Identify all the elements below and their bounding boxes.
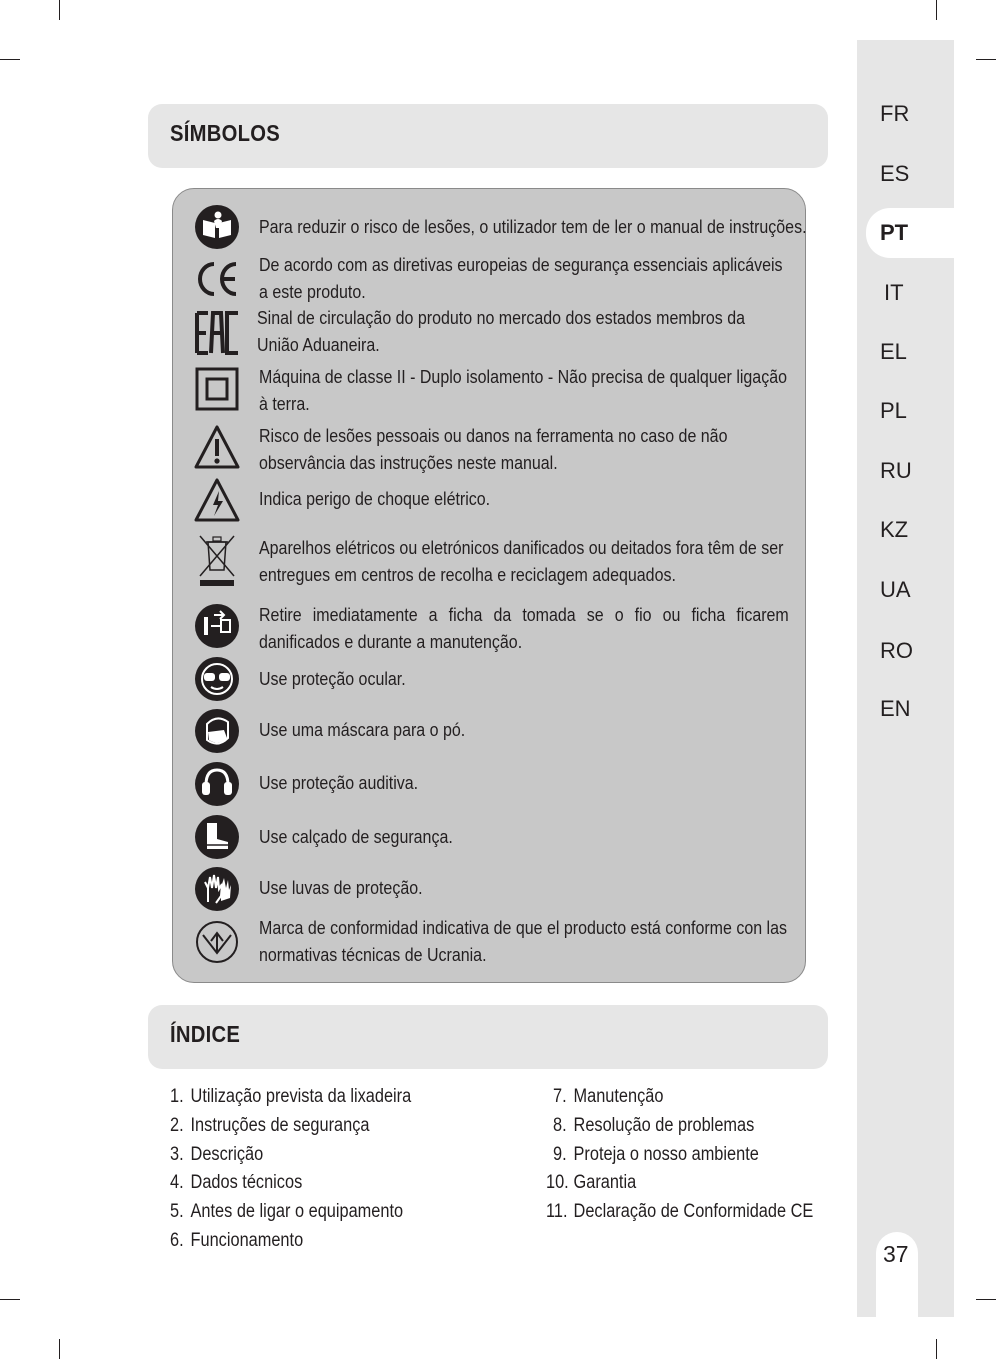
symbol-text-eac: Sinal de circulação do produto no mercado dos estados membros da União Aduaneira.: [257, 307, 745, 355]
crop-mark: [976, 59, 996, 60]
index-item-number: 1.: [170, 1086, 184, 1107]
index-item[interactable]: [170, 1229, 303, 1253]
crop-mark: [936, 1339, 937, 1359]
index-item-label: Antes de ligar o equipamento: [190, 1201, 404, 1222]
index-item-number: 11.: [546, 1201, 568, 1222]
crop-mark: [976, 1299, 996, 1300]
symbol-text-safety-boots: Use calçado de segurança.: [259, 826, 453, 847]
index-item-label: Manutenção: [573, 1086, 664, 1107]
symbols-title: SÍMBOLOS: [170, 120, 281, 146]
index-item[interactable]: [170, 1085, 411, 1109]
language-tab-pt[interactable]: PT: [880, 220, 909, 245]
index-item-number: 2.: [170, 1115, 184, 1136]
class-ii-icon: [194, 366, 240, 412]
symbol-text-warning: Risco de lesões pessoais ou danos na ferramenta no caso de não observância das instruções neste manual.: [259, 425, 728, 473]
language-tab-it[interactable]: IT: [884, 280, 904, 305]
crop-mark: [936, 0, 937, 20]
warning-icon: [194, 424, 240, 470]
ce-mark-icon: [194, 256, 240, 302]
index-item-number: 9.: [553, 1144, 567, 1165]
index-item[interactable]: [170, 1200, 403, 1224]
index-item-label: Garantia: [573, 1172, 637, 1193]
language-tab-kz[interactable]: KZ: [880, 517, 909, 542]
symbol-text-ce: De acordo com as diretivas europeias de segurança essenciais aplicáveis a este produto.: [259, 254, 783, 302]
index-header: [148, 1005, 828, 1069]
page-number: 37: [883, 1241, 909, 1267]
ear-protection-icon: [194, 761, 240, 807]
index-item[interactable]: [546, 1085, 663, 1109]
index-item-number: 4.: [170, 1172, 184, 1193]
index-item[interactable]: [546, 1171, 636, 1195]
index-item-label: Proteja o nosso ambiente: [573, 1144, 759, 1165]
eac-mark-icon: [194, 310, 240, 356]
index-item-number: 3.: [170, 1144, 184, 1165]
weee-bin-icon: [194, 532, 240, 588]
symbol-text-weee: Aparelhos elétricos ou eletrónicos danificados ou deitados fora têm de ser entregues em centros de recolha e reciclagem adequados.: [259, 537, 784, 585]
language-tab-el[interactable]: EL: [880, 339, 907, 364]
index-item-number: 6.: [170, 1230, 184, 1251]
index-item-label: Funcionamento: [190, 1230, 304, 1251]
index-title: ÍNDICE: [170, 1021, 241, 1047]
symbol-text-read-manual: Para reduzir o risco de lesões, o utilizador tem de ler o manual de instruções.: [259, 216, 807, 237]
language-tab-ua[interactable]: UA: [880, 577, 911, 602]
index-item-label: Descrição: [190, 1144, 264, 1165]
index-item-label: Resolução de problemas: [573, 1115, 755, 1136]
crop-mark: [0, 59, 20, 60]
language-tab-ro[interactable]: RO: [880, 638, 913, 663]
crop-mark: [59, 0, 60, 20]
index-item-label: Declaração de Conformidade CE: [573, 1201, 814, 1222]
index-item[interactable]: [546, 1143, 759, 1167]
symbol-text-eye-protection: Use proteção ocular.: [259, 668, 406, 689]
unplug-icon: [194, 603, 240, 649]
symbol-text-class-ii: Máquina de classe II - Duplo isolamento - Não precisa de qualquer ligação à terra.: [259, 366, 787, 414]
index-item[interactable]: [546, 1114, 754, 1138]
index-item-label: Instruções de segurança: [190, 1115, 370, 1136]
language-tab-pl[interactable]: PL: [880, 398, 907, 423]
electric-shock-icon: [194, 477, 240, 523]
ukraine-conformity-icon: [194, 919, 240, 965]
symbol-text-unplug: Retire imediatamente a ficha da tomada se o fio ou ficha ficarem danificados e durante a manutenção.: [259, 604, 789, 652]
index-item[interactable]: [170, 1171, 302, 1195]
symbol-text-ukraine-conformity: Marca de conformidad indicativa de que el producto está conforme con las normativas técnicas de Ucrania.: [259, 917, 787, 965]
safety-boots-icon: [194, 814, 240, 860]
symbol-text-electric-shock: Indica perigo de choque elétrico.: [259, 488, 491, 509]
index-item-number: 10.: [546, 1172, 569, 1193]
symbol-text-dust-mask: Use uma máscara para o pó.: [259, 719, 466, 740]
dust-mask-icon: [194, 708, 240, 754]
symbol-text-ear-protection: Use proteção auditiva.: [259, 772, 419, 793]
language-tab-fr[interactable]: FR: [880, 101, 910, 126]
index-item[interactable]: [170, 1114, 369, 1138]
crop-mark: [0, 1299, 20, 1300]
eye-protection-icon: [194, 656, 240, 702]
crop-mark: [59, 1339, 60, 1359]
language-tab-es[interactable]: ES: [880, 161, 910, 186]
symbol-text-gloves: Use luvas de proteção.: [259, 877, 423, 898]
read-manual-icon: [194, 204, 240, 250]
index-item-number: 8.: [553, 1115, 567, 1136]
index-item-label: Dados técnicos: [190, 1172, 303, 1193]
index-item-number: 7.: [553, 1086, 567, 1107]
index-item[interactable]: [170, 1143, 263, 1167]
index-item-number: 5.: [170, 1201, 184, 1222]
gloves-icon: [194, 866, 240, 912]
index-item[interactable]: [546, 1200, 813, 1224]
index-item-label: Utilização prevista da lixadeira: [190, 1086, 412, 1107]
language-tab-ru[interactable]: RU: [880, 458, 912, 483]
language-tab-en[interactable]: EN: [880, 696, 911, 721]
